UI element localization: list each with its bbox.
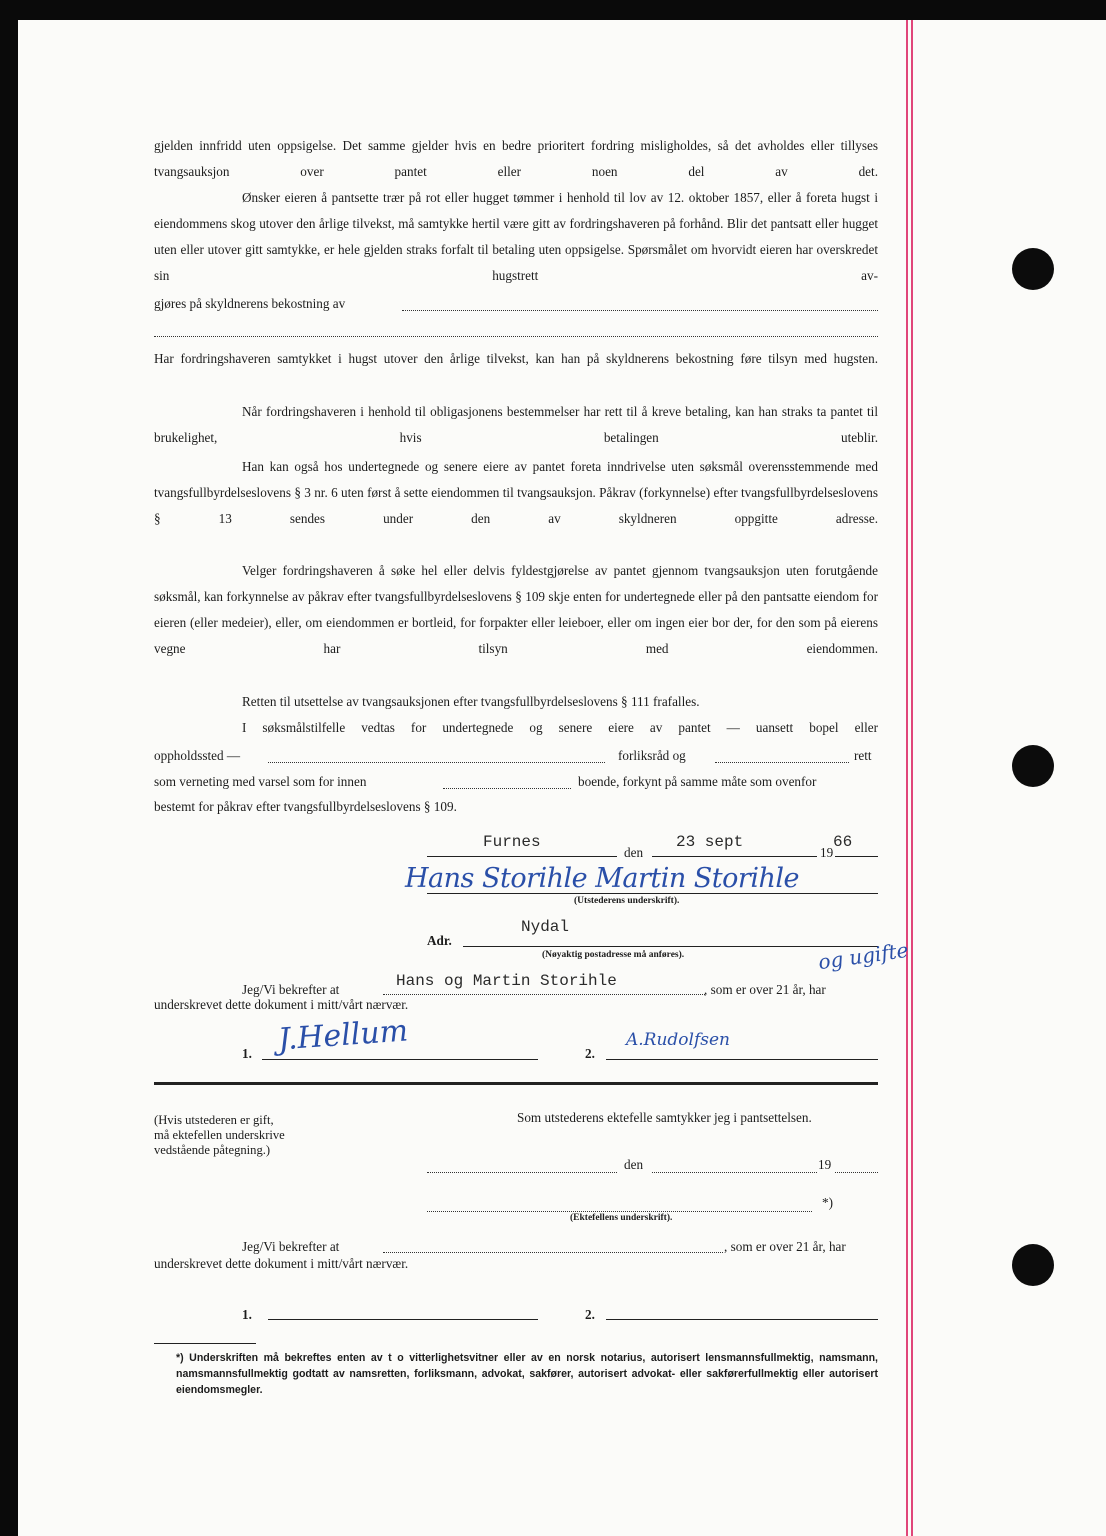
spouse-year-prefix: 19 [818, 1157, 832, 1172]
rett-label: rett [854, 748, 872, 763]
confirm-label: Jeg/Vi bekrefter at [242, 1239, 340, 1254]
witness-number-1: 1. [242, 1307, 252, 1322]
date-line [652, 856, 817, 857]
age-text: , som er over 21 år, har [724, 1239, 846, 1254]
place-line [427, 856, 617, 857]
den-label: den [624, 845, 644, 860]
year-line [835, 856, 878, 857]
paragraph-2-end: gjøres på skyldnerens bekostning av [154, 296, 346, 311]
place-value: Furnes [483, 833, 541, 851]
punch-hole-top [1012, 248, 1054, 290]
issuer-signature: Hans Storihle Martin Storihle [405, 863, 799, 894]
dotted-line [383, 994, 705, 995]
dotted-line [402, 310, 878, 311]
footnote: *) Underskriften må bekreftes enten av t o vitterlighetsvitner eller av en norsk notarius, autorisert lensmannsfullmektig, namsmann, namsmannsfullmektig godtatt av namsretten, forliksmann, advokat, sakfører, autorisert advokat- eller sakførerfullmektig eller autorisert eiendomsmegler. [176, 1352, 878, 1396]
verneting-label: som verneting med varsel som for innen [154, 774, 367, 789]
witness-number-2: 2. [585, 1046, 595, 1061]
witness-number-2: 2. [585, 1307, 595, 1322]
spouse-note: (Hvis utstederen er gift, må ektefellen underskrive vedstående påtegning.) [154, 1113, 285, 1157]
confirm-label: Jeg/Vi bekrefter at [242, 982, 340, 997]
paragraph-1: gjelden innfridd uten oppsigelse. Det samme gjelder hvis en bedre prioritert fordring misligholdes, så det avholdes eller tillyses tvangsauksjon over pantet eller noen del av det. [154, 138, 878, 179]
dotted-line [715, 762, 849, 763]
signature-caption: (Utstederens underskrift). [574, 896, 680, 906]
forliksrad-label: forliksråd og [618, 748, 686, 763]
witness-number-1: 1. [242, 1046, 252, 1061]
year-prefix: 19 [820, 845, 834, 860]
scan-border-left [0, 0, 18, 1536]
age-text: , som er over 21 år, har [704, 982, 826, 997]
spouse-consent: Som utstederens ektefelle samtykker jeg i pantsettelsen. [517, 1110, 812, 1125]
punch-hole-bottom [1012, 1244, 1054, 1286]
confirmed-names: Hans og Martin Storihle [396, 972, 617, 990]
paragraph-8: I søksmålstilfelle vedtas for undertegnede og senere eiere av pantet — uansett bopel eller [242, 720, 878, 735]
address-caption: (Nøyaktig postadresse må anføres). [542, 950, 685, 960]
punch-hole-middle [1012, 745, 1054, 787]
paragraph-2: Ønsker eieren å pantsette trær på rot eller hugget tømmer i henhold til lov av 12. oktober 1857, eller å foreta hugst i eiendommens skog utover den årlige tilvekst, må samtykke hertil være gitt av fordringshaveren på forhånd. Blir det pantsatt eller hugget uten eller utover gitt samtykke, er hele gjelden straks forfalt til betaling uten oppsigelse. Spørsmålet om hvorvidt eieren har overskredet sin hugstrett av- [154, 190, 878, 283]
witness-statement: underskrevet dette dokument i mitt/vårt nærvær. [154, 997, 409, 1012]
spouse-signature-line [427, 1211, 812, 1212]
margin-line-1 [906, 20, 908, 1536]
paragraph-6: Velger fordringshaveren å søke hel eller delvis fyldestgjørelse av pantet gjennom tvangsauksjon uten forutgående søksmål, kan forkynnelse av påkrav efter tvangsfullbyrdelseslovens § 109 skje enten for undertegnede eller på den pantsatte eiendom for eieren (eller medeier), eller, om eiendommen er bortleid, for forpakter eller leieboer, eller om ingen eier bor der, for den som på eierens vegne har tilsyn med eiendommen. [154, 563, 878, 656]
oppholdssted-label: oppholdssted — [154, 748, 241, 763]
footnote-rule [154, 1343, 256, 1344]
date-value: 23 sept [676, 833, 744, 851]
witness-1-signature: J.Hellum [276, 1013, 410, 1058]
handwritten-note: og ugifte [816, 937, 910, 975]
witness-2-signature: A.Rudolfsen [626, 1030, 731, 1050]
dotted-line [383, 1252, 723, 1253]
footnote-star: *) [822, 1195, 833, 1210]
witness-statement: underskrevet dette dokument i mitt/vårt nærvær. [154, 1256, 409, 1271]
witness-2-line [606, 1319, 878, 1320]
spouse-den-label: den [624, 1157, 644, 1172]
bestemt-label: bestemt for påkrav efter tvangsfullbyrdelseslovens § 109. [154, 799, 457, 814]
paragraph-7: Retten til utsettelse av tvangsauksjonen efter tvangsfullbyrdelseslovens § 111 frafalles. [242, 694, 700, 709]
margin-line-2 [911, 20, 913, 1536]
address-line [463, 946, 878, 947]
boende-label: boende, forkynt på samme måte som ovenfor [578, 774, 817, 789]
signature-line [427, 893, 878, 894]
witness-1-line [268, 1319, 538, 1320]
dotted-line [835, 1172, 878, 1173]
paragraph-5: Han kan også hos undertegnede og senere eiere av pantet foreta inndrivelse uten søksmål overensstemmende med tvangsfullbyrdelseslovens § 3 nr. 6 uten først å sette eiendommen til tvangsauksjon. Påkrav (forkynnelse) efter tvangsfullbyrdelseslovens § 13 sendes under den av skyldneren oppgitte adresse. [154, 459, 878, 526]
dotted-line [154, 336, 878, 337]
scan-border-top [0, 0, 1106, 20]
witness-1-line [262, 1059, 538, 1060]
adr-label: Adr. [427, 933, 452, 948]
dotted-line [652, 1172, 817, 1173]
witness-2-line [606, 1059, 878, 1060]
dotted-line [427, 1172, 617, 1173]
spouse-caption: (Ektefellens underskrift). [570, 1213, 673, 1223]
dotted-line [443, 788, 571, 789]
address-value: Nydal [521, 918, 570, 936]
section-divider [154, 1082, 878, 1085]
year-value: 66 [833, 833, 853, 851]
paragraph-4: Når fordringshaveren i henhold til obligasjonens bestemmelser har rett til å kreve betaling, kan han straks ta pantet til brukelighet, hvis betalingen uteblir. [154, 404, 878, 445]
paragraph-3: Har fordringshaveren samtykket i hugst utover den årlige tilvekst, kan han på skyldnerens bekostning føre tilsyn med hugsten. [154, 351, 878, 366]
dotted-line [268, 762, 605, 763]
